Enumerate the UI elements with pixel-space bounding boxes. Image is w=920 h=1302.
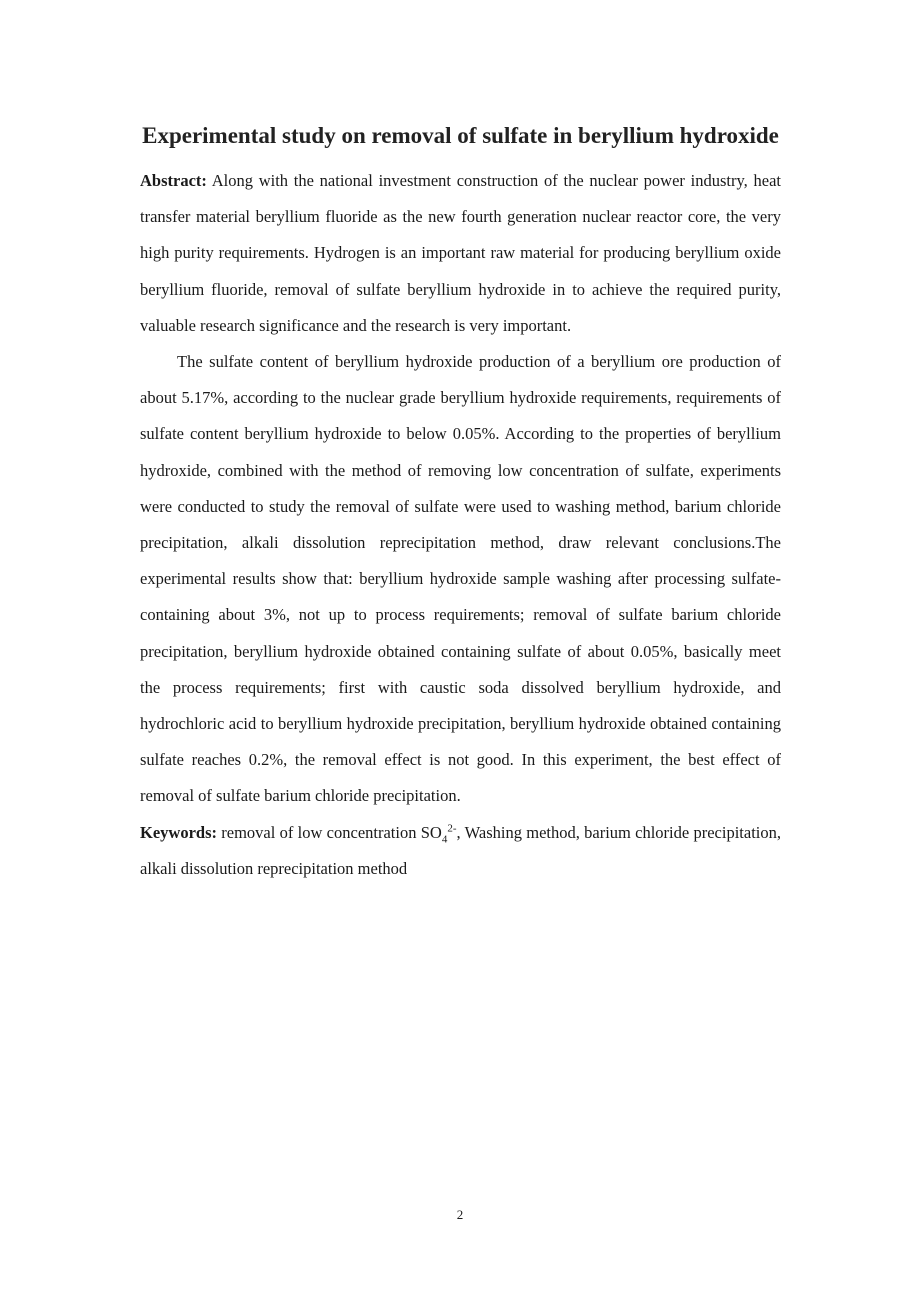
keywords-label: Keywords: [140,822,217,842]
keywords-paragraph [140,815,781,887]
document-title: Experimental study on removal of sulfate in beryllium hydroxide [142,123,779,148]
abstract-label: Abstract: [140,171,207,190]
sulfate-formula [420,822,457,845]
formula-base: SO [420,822,442,842]
formula-subscript: 4 [441,832,448,845]
keywords-prefix: removal of low concentration [221,822,421,842]
document-page [140,112,781,887]
formula-superscript: 2- [447,822,457,835]
page-number: 2 [456,1207,464,1222]
body-paragraph: The sulfate content of beryllium hydroxide production of a beryllium ore production of about 5.17%, according to the nuclear grade beryllium hydroxide requirements, requirements of sulfate content beryllium hydroxide to below 0.05%. According to the properties of beryllium hydroxide, combined with the method of removing low concentration of sulfate, experiments were conducted to study the removal of sulfate were used to washing method, barium chloride precipitation, alkali dissolution reprecipitation method, draw relevant conclusions.The experimental results show that: beryllium hydroxide sample washing after processing sulfate-containing about 3%, not up to process requirements; removal of sulfate barium chloride precipitation, beryllium hydroxide obtained containing sulfate of about 0.05%, basically meet the process requirements; first with caustic soda dissolved beryllium hydroxide, and hydrochloric acid to beryllium hydroxide precipitation, beryllium hydroxide obtained containing sulfate reaches 0.2%, the removal effect is not good. In this experiment, the best effect of removal of sulfate barium chloride precipitation. [140,352,781,806]
abstract-paragraph [140,163,781,344]
abstract-text: Along with the national investment construction of the nuclear power industry, heat transfer material beryllium fluoride as the new fourth generation nuclear reactor core, the very high purity requirements. Hydrogen is an important raw material for producing beryllium oxide beryllium fluoride, removal of sulfate beryllium hydroxide in to achieve the required purity, valuable research significance and the research is very important. [140,171,781,335]
keywords-suffix: , Washing method, barium chloride precipitation, alkali dissolution reprecipitation method [140,822,781,878]
